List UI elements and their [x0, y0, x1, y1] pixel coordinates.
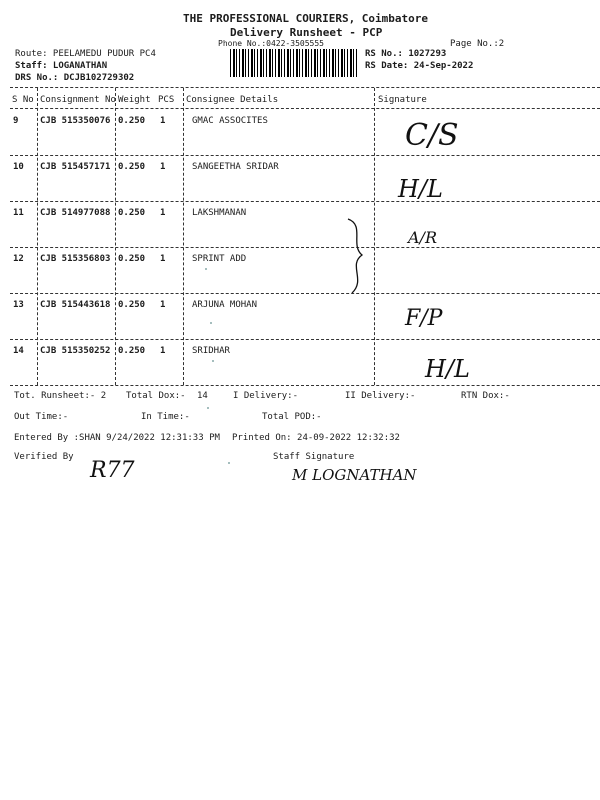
- scan-speck: [205, 268, 207, 270]
- drs-number: DRS No.: DCJB102729302: [15, 73, 135, 83]
- table-top-rule: [10, 87, 600, 88]
- total-dox-value: 14: [197, 391, 208, 401]
- total-runsheet: Tot. Runsheet:- 2: [14, 391, 107, 401]
- row-weight: 0.250: [118, 116, 146, 126]
- row-sno: 12: [13, 254, 24, 264]
- verified-signature: R77: [90, 458, 135, 483]
- row-consignee: GMAC ASSOCITES: [192, 116, 268, 126]
- row-pcs: 1: [160, 346, 166, 356]
- document-title: Delivery Runsheet - PCP: [230, 26, 383, 39]
- rtn-dox: RTN Dox:-: [461, 391, 510, 401]
- col-consignee: Consignee Details: [186, 95, 279, 105]
- row-pcs: 1: [160, 162, 166, 172]
- entered-by: Entered By :SHAN 9/24/2022 12:31:33 PM: [14, 433, 220, 443]
- col-divider: [183, 88, 184, 385]
- staff: Staff: LOGANATHAN: [15, 61, 108, 71]
- scan-speck: [207, 407, 209, 409]
- row-signature: F/P: [405, 306, 443, 331]
- row-sno: 11: [13, 208, 24, 218]
- ii-delivery: II Delivery:-: [345, 391, 416, 401]
- row-weight: 0.250: [118, 254, 146, 264]
- col-consignment: Consignment No: [40, 95, 116, 105]
- row-consignee: LAKSHMANAN: [192, 208, 247, 218]
- row-weight: 0.250: [118, 346, 146, 356]
- row-pcs: 1: [160, 208, 166, 218]
- col-sno: S No: [12, 95, 34, 105]
- row-divider: [10, 293, 600, 294]
- row-consignment: CJB 515350076: [40, 116, 111, 126]
- i-delivery: I Delivery:-: [233, 391, 299, 401]
- row-weight: 0.250: [118, 162, 146, 172]
- row-sno: 9: [13, 116, 19, 126]
- staff-signature-label: Staff Signature: [273, 452, 355, 462]
- handwritten-brace: [340, 215, 380, 295]
- row-consignment: CJB 514977088: [40, 208, 111, 218]
- page-number: Page No.:2: [450, 39, 505, 49]
- phone-number: Phone No.:0422-3505555: [218, 39, 324, 48]
- row-weight: 0.250: [118, 208, 146, 218]
- row-consignee: SANGEETHA SRIDAR: [192, 162, 279, 172]
- row-sno: 14: [13, 346, 24, 356]
- col-pcs: PCS: [158, 95, 175, 105]
- printed-on: Printed On: 24-09-2022 12:32:32: [232, 433, 400, 443]
- row-pcs: 1: [160, 300, 166, 310]
- row-pcs: 1: [160, 254, 166, 264]
- row-signature: A/R: [408, 228, 437, 247]
- table-bottom-rule: [10, 385, 600, 386]
- row-signature: H/L: [425, 355, 470, 383]
- company-name: THE PROFESSIONAL COURIERS, Coimbatore: [183, 12, 429, 25]
- table-header-rule: [10, 108, 600, 109]
- row-consignee: ARJUNA MOHAN: [192, 300, 258, 310]
- row-consignment: CJB 515356803: [40, 254, 111, 264]
- row-signature: C/S: [405, 118, 459, 153]
- col-divider: [115, 88, 116, 385]
- row-divider: [10, 339, 600, 340]
- scan-speck: [210, 322, 212, 324]
- in-time: In Time:-: [141, 412, 190, 422]
- rs-number: RS No.: 1027293: [365, 49, 447, 59]
- row-consignment: CJB 515350252: [40, 346, 111, 356]
- row-consignment: CJB 515457171: [40, 162, 111, 172]
- scan-speck: [212, 360, 214, 362]
- row-divider: [10, 247, 600, 248]
- row-consignment: CJB 515443618: [40, 300, 111, 310]
- rs-date: RS Date: 24-Sep-2022: [365, 61, 474, 71]
- verified-by-label: Verified By: [14, 452, 74, 462]
- staff-signature: M LOGNATHAN: [292, 466, 417, 484]
- scan-speck: [228, 462, 230, 464]
- barcode: [230, 49, 357, 77]
- col-divider: [37, 88, 38, 385]
- row-divider: [10, 201, 600, 202]
- col-signature: Signature: [378, 95, 427, 105]
- row-weight: 0.250: [118, 300, 146, 310]
- row-divider: [10, 155, 600, 156]
- total-pod: Total POD:-: [262, 412, 322, 422]
- row-consignee: SPRINT ADD: [192, 254, 247, 264]
- out-time: Out Time:-: [14, 412, 69, 422]
- col-weight: Weight: [118, 95, 151, 105]
- total-dox-label: Total Dox:-: [126, 391, 186, 401]
- route: Route: PEELAMEDU PUDUR PC4: [15, 49, 156, 59]
- row-consignee: SRIDHAR: [192, 346, 230, 356]
- row-sno: 13: [13, 300, 24, 310]
- row-sno: 10: [13, 162, 24, 172]
- row-pcs: 1: [160, 116, 166, 126]
- row-signature: H/L: [398, 175, 443, 203]
